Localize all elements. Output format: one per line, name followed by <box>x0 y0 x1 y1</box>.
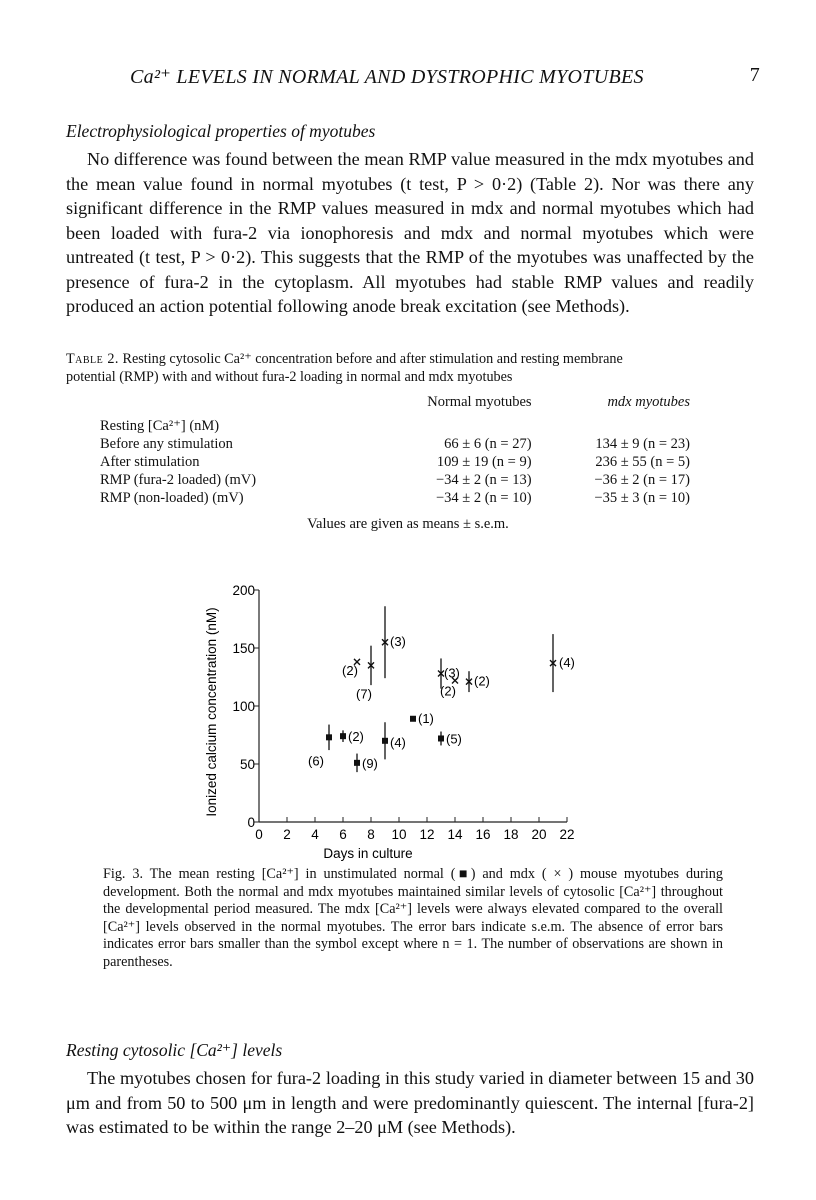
y-axis-label: Ionized calcium concentration (nM) <box>204 607 219 817</box>
x-axis-label: Days in culture <box>323 846 413 861</box>
normal-point <box>410 716 416 722</box>
y-tick-label: 200 <box>232 583 255 598</box>
paragraph-text: No difference was found between the mean RMP value measured in the mdx myotubes and the mean value found in normal myotubes (t test, P > 0·2) (Table 2). Nor was there any significant difference in the RMP values measured in mdx and normal myotubes which had been loaded with fura-2 via ionophoresis and mdx and normal myotubes which were untreated (t test, P > 0·2). This suggests that the RMP of the myotubes was unaffected by the presence of fura-2 in the cytoplasm. All myotubes had stable RMP values and readily produced an action potential following anode break excitation (see Methods). <box>66 149 754 316</box>
row-label: After stimulation <box>100 454 200 470</box>
cell-mdx: 134 ± 9 (n = 23) <box>595 436 690 452</box>
cell-mdx: −35 ± 3 (n = 10) <box>594 490 690 506</box>
table-group-row <box>100 417 690 435</box>
row-label: RMP (fura-2 loaded) (mV) <box>100 472 257 488</box>
body-paragraph-1 <box>66 147 754 319</box>
mdx-point-label: (2) <box>474 673 490 689</box>
table-row <box>100 453 690 471</box>
running-head-title: Ca²⁺ LEVELS IN NORMAL AND DYSTROPHIC MYOTUBES <box>130 66 644 88</box>
x-tick-label: 6 <box>339 827 347 842</box>
column-header-mdx: mdx myotubes <box>607 394 690 410</box>
normal-point <box>438 735 444 741</box>
section-heading-resting-calcium: Resting cytosolic [Ca²⁺] levels <box>66 1040 283 1060</box>
y-tick-label: 50 <box>239 757 255 772</box>
figure-caption: Fig. 3. The mean resting [Ca²⁺] in unstimulated normal (■) and mdx ( × ) mouse myotubes during development. Both the normal and mdx myotubes maintained similar levels of cytosolic [Ca²⁺] throughout the developmental period measured. The mdx [Ca²⁺] levels were always elevated compared to the overall [Ca²⁺] levels observed in the normal myotubes. The error bars indicate s.e.m. The absence of error bars indicates error bars smaller than the symbol except where n = 1. The number of observations are shown in parentheses. <box>103 866 723 970</box>
running-head <box>130 64 760 89</box>
page-number: 7 <box>749 64 760 86</box>
mdx-point-label: (2) <box>342 662 358 678</box>
x-tick-label: 2 <box>283 827 291 842</box>
x-tick-label: 8 <box>367 827 375 842</box>
cell-mdx: 236 ± 55 (n = 5) <box>595 454 690 470</box>
cell-normal: −34 ± 2 (n = 10) <box>435 490 532 506</box>
mdx-point-label: (3) <box>390 634 406 650</box>
y-tick-label: 100 <box>232 699 255 714</box>
table-row <box>100 435 690 453</box>
normal-point <box>354 760 360 766</box>
cell-mdx: −36 ± 2 (n = 17) <box>594 472 690 488</box>
normal-point-label: (6) <box>308 753 324 769</box>
normal-point-label: (4) <box>390 734 406 750</box>
cell-normal: −34 ± 2 (n = 13) <box>435 472 532 488</box>
figure-3-chart <box>198 572 598 862</box>
x-tick-label: 4 <box>311 827 319 842</box>
body-paragraph-2 <box>66 1066 754 1140</box>
table-footnote: Values are given as means ± s.e.m. <box>307 516 509 532</box>
cell-normal: 109 ± 19 (n = 9) <box>436 454 532 470</box>
x-tick-label: 22 <box>559 827 575 842</box>
paragraph-text: The myotubes chosen for fura-2 loading in this study varied in diameter between 15 and 30 μm and from 50 to 500 μm in length and were predominantly quiescent. The internal [fura-2] was estimated to be within the range 2–20 μM (see Methods). <box>66 1068 754 1137</box>
column-header-normal: Normal myotubes <box>427 394 532 410</box>
table-caption-line2: potential (RMP) with and without fura-2 loading in normal and mdx myotubes <box>66 368 513 385</box>
x-tick-label: 20 <box>531 827 547 842</box>
normal-point <box>326 734 332 740</box>
cell-normal: 66 ± 6 (n = 27) <box>444 436 532 452</box>
table-label: Table 2. <box>66 351 119 367</box>
x-tick-label: 16 <box>475 827 491 842</box>
group-label: Resting [Ca²⁺] (nM) <box>100 418 220 434</box>
mdx-point-label: (2) <box>440 683 456 699</box>
row-label: RMP (non-loaded) (mV) <box>100 490 244 506</box>
x-tick-label: 14 <box>447 827 463 842</box>
mdx-point-label: (4) <box>559 655 575 671</box>
mdx-point-label: (3) <box>444 665 460 681</box>
table-caption <box>66 351 756 386</box>
normal-point <box>340 733 346 739</box>
x-tick-label: 18 <box>503 827 519 842</box>
normal-point-label: (5) <box>446 731 462 747</box>
normal-point-label: (9) <box>362 755 378 771</box>
y-tick-label: 150 <box>232 641 255 656</box>
normal-point-label: (2) <box>348 729 364 745</box>
x-tick-label: 12 <box>419 827 435 842</box>
chart-svg <box>198 572 598 862</box>
table-row <box>100 471 690 489</box>
table-caption-line1: Resting cytosolic Ca²⁺ concentration before and after stimulation and resting membrane <box>122 351 623 367</box>
data-table <box>100 393 690 507</box>
normal-point <box>382 738 388 744</box>
x-tick-label: 0 <box>255 827 263 842</box>
normal-point-label: (1) <box>418 710 434 726</box>
table-row <box>100 489 690 507</box>
x-tick-label: 10 <box>391 827 407 842</box>
section-heading-electrophysiology: Electrophysiological properties of myotubes <box>66 121 376 141</box>
y-tick-label: 0 <box>247 815 255 830</box>
mdx-point-label: (7) <box>356 686 372 702</box>
row-label: Before any stimulation <box>100 436 233 452</box>
table-header-row <box>100 393 690 417</box>
